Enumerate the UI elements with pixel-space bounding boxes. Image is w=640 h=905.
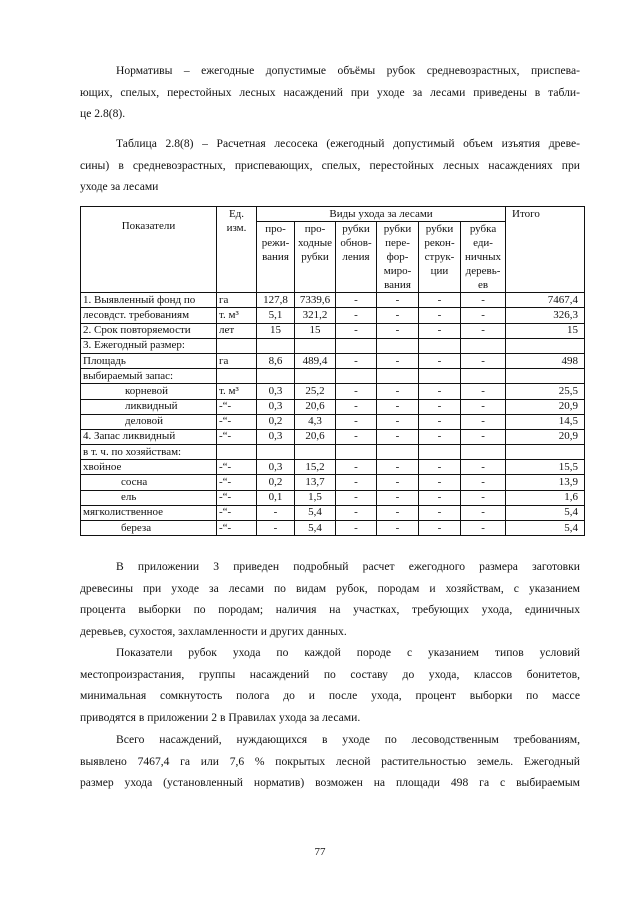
table-header-row	[81, 207, 585, 222]
row-value: 15	[295, 323, 336, 338]
row-label: лесовдст. требованиям	[81, 308, 217, 323]
row-total: 15,5	[506, 460, 585, 475]
row-total: 326,3	[506, 308, 585, 323]
row-value: 25,2	[295, 384, 336, 399]
row-value: -	[377, 475, 419, 490]
row-value: 0,3	[257, 384, 295, 399]
row-unit: га	[217, 353, 257, 368]
row-value: -	[377, 293, 419, 308]
row-value: 0,3	[257, 429, 295, 444]
row-value: -	[377, 521, 419, 536]
text-line: древесины при уходе за лесами по видам рубок, породам и хозяйствам, с указанием	[80, 581, 580, 595]
row-value: -	[461, 384, 506, 399]
table-row	[81, 308, 585, 323]
text-line: процента выборки по породам; наличия на участках, требующих ухода, единичных	[80, 603, 580, 616]
row-value: -	[419, 475, 461, 490]
row-total: 13,9	[506, 475, 585, 490]
row-value	[461, 445, 506, 460]
text-line: минимальная сомкнутость полога до и после ухода, процент выборки по массе	[80, 689, 580, 702]
header-care-types: Виды ухода за лесами	[257, 207, 506, 222]
row-total: 20,9	[506, 429, 585, 444]
text-line: це 2.8(8).	[80, 107, 126, 120]
row-value	[461, 369, 506, 384]
text-line: Нормативы – ежегодные допустимые объёмы рубок средневозрастных, приспева-	[116, 64, 580, 77]
table-row	[81, 369, 585, 384]
row-total	[506, 445, 585, 460]
row-value: -	[336, 460, 377, 475]
row-value: -	[336, 399, 377, 414]
row-value: -	[419, 505, 461, 520]
row-value: 13,7	[295, 475, 336, 490]
row-value: -	[419, 429, 461, 444]
row-value: -	[461, 429, 506, 444]
header-indicators: Показатели	[81, 207, 217, 293]
table-row	[81, 521, 585, 536]
page-number: 77	[314, 846, 326, 858]
table-row	[81, 293, 585, 308]
row-value: -	[336, 490, 377, 505]
row-value	[295, 369, 336, 384]
row-value	[257, 338, 295, 353]
row-unit	[217, 445, 257, 460]
row-value: 0,2	[257, 414, 295, 429]
row-value: 15	[257, 323, 295, 338]
row-value	[377, 445, 419, 460]
row-label: ликвидный	[81, 399, 217, 414]
row-label: Площадь	[81, 353, 217, 368]
row-value: -	[377, 308, 419, 323]
row-value: -	[419, 460, 461, 475]
row-unit: лет	[217, 323, 257, 338]
row-value: -	[461, 505, 506, 520]
row-value	[295, 338, 336, 353]
row-value: 0,3	[257, 399, 295, 414]
row-unit: га	[217, 293, 257, 308]
row-total: 7467,4	[506, 293, 585, 308]
allowable-cut-table	[80, 206, 585, 536]
text-line: размер ухода (установленный норматив) возможен на площади 498 га с выбираемым	[80, 776, 580, 789]
header-care-type-4: рубки рекон- струк- ции	[419, 222, 461, 293]
row-value: -	[461, 293, 506, 308]
header-care-type-1: про- ходные рубки	[295, 222, 336, 293]
row-value: -	[257, 505, 295, 520]
row-value: -	[419, 399, 461, 414]
row-unit: -“-	[217, 475, 257, 490]
table-row	[81, 505, 585, 520]
row-unit: -“-	[217, 399, 257, 414]
row-value: -	[419, 308, 461, 323]
indicators-paragraph	[80, 642, 580, 728]
row-value	[257, 445, 295, 460]
row-value: 127,8	[257, 293, 295, 308]
row-value: -	[336, 505, 377, 520]
row-value: -	[419, 353, 461, 368]
row-value: -	[377, 384, 419, 399]
row-value: 5,1	[257, 308, 295, 323]
row-unit: т. м³	[217, 384, 257, 399]
row-value: -	[377, 460, 419, 475]
row-value: 7339,6	[295, 293, 336, 308]
table-row	[81, 399, 585, 414]
row-label: 3. Ежегодный размер:	[81, 338, 217, 353]
row-label: корневой	[81, 384, 217, 399]
row-value: -	[419, 293, 461, 308]
row-value: -	[461, 475, 506, 490]
table-row	[81, 323, 585, 338]
header-total: Итого	[506, 207, 585, 293]
row-label: мягколиственное	[81, 505, 217, 520]
row-unit: -“-	[217, 521, 257, 536]
row-value: -	[461, 490, 506, 505]
text-line: местопроизрастания, группы насаждений по составу до ухода, классов бонитетов,	[80, 667, 580, 681]
table-row	[81, 490, 585, 505]
row-label: береза	[81, 521, 217, 536]
header-care-type-2: рубки обнов- ления	[336, 222, 377, 293]
text-line: В приложении 3 приведен подробный расчет ежегодного размера заготовки	[116, 560, 580, 573]
text-line: Таблица 2.8(8) – Расчетная лесосека (ежегодный допустимый объем изъятия древе-	[116, 137, 580, 150]
row-value: 0,2	[257, 475, 295, 490]
row-value: -	[461, 521, 506, 536]
table-row	[81, 414, 585, 429]
header-unit: Ед. изм.	[217, 207, 257, 293]
row-unit: -“-	[217, 460, 257, 475]
row-unit	[217, 338, 257, 353]
row-value	[419, 338, 461, 353]
row-value: -	[419, 323, 461, 338]
row-value: -	[336, 429, 377, 444]
row-value: -	[419, 521, 461, 536]
row-unit	[217, 369, 257, 384]
row-total: 5,4	[506, 505, 585, 520]
row-label: выбираемый запас:	[81, 369, 217, 384]
row-total: 20,9	[506, 399, 585, 414]
row-unit: -“-	[217, 414, 257, 429]
row-value: -	[461, 353, 506, 368]
row-value	[377, 338, 419, 353]
row-value: 15,2	[295, 460, 336, 475]
row-unit: -“-	[217, 429, 257, 444]
row-label: ель	[81, 490, 217, 505]
table-row	[81, 429, 585, 444]
row-label: 2. Срок повторяемости	[81, 323, 217, 338]
text-line: выявлено 7467,4 га или 7,6 % покрытых лесной растительностью земель. Ежегодный	[80, 754, 580, 768]
row-total	[506, 369, 585, 384]
table-row	[81, 353, 585, 368]
row-value: -	[336, 293, 377, 308]
row-value: 20,6	[295, 399, 336, 414]
row-value: -	[257, 521, 295, 536]
row-value: -	[336, 308, 377, 323]
table-row	[81, 445, 585, 460]
row-value: -	[419, 490, 461, 505]
row-value	[336, 445, 377, 460]
row-value: -	[419, 414, 461, 429]
table-row	[81, 475, 585, 490]
row-label: 1. Выявленный фонд по	[81, 293, 217, 308]
row-total	[506, 338, 585, 353]
row-unit: -“-	[217, 505, 257, 520]
row-value: -	[461, 308, 506, 323]
table-caption	[80, 133, 580, 198]
text-line: деревьев, сухостоя, захламленности и других данных.	[80, 624, 347, 638]
row-value	[257, 369, 295, 384]
appendix-paragraph	[80, 556, 580, 642]
row-total: 15	[506, 323, 585, 338]
row-value	[419, 369, 461, 384]
row-value: 1,5	[295, 490, 336, 505]
row-value	[336, 369, 377, 384]
summary-paragraph	[80, 729, 580, 794]
text-line: сины) в средневозрастных, приспевающих, спелых, перестойных лесных насаждениях при	[80, 158, 580, 172]
table-row	[81, 384, 585, 399]
row-value: 5,4	[295, 505, 336, 520]
header-care-type-3: рубки пере- фор- миро- вания	[377, 222, 419, 293]
row-value	[419, 445, 461, 460]
row-value: -	[461, 414, 506, 429]
text-line: Показатели рубок ухода по каждой породе с указанием типов условий	[116, 646, 580, 659]
row-value: -	[461, 460, 506, 475]
row-label: деловой	[81, 414, 217, 429]
row-value	[377, 369, 419, 384]
table-row	[81, 460, 585, 475]
row-value: -	[377, 323, 419, 338]
row-unit: т. м³	[217, 308, 257, 323]
row-value: 4,3	[295, 414, 336, 429]
row-value: 489,4	[295, 353, 336, 368]
row-total: 25,5	[506, 384, 585, 399]
row-value: -	[336, 323, 377, 338]
row-value: -	[336, 384, 377, 399]
header-care-type-5: рубка еди- ничных деревь- ев	[461, 222, 506, 293]
row-value: -	[419, 384, 461, 399]
row-value: -	[336, 353, 377, 368]
row-unit: -“-	[217, 490, 257, 505]
header-care-type-0: про- режи- вания	[257, 222, 295, 293]
text-line: ющих, спелых, перестойных лесных насаждений при уходе за лесами приведены в табли-	[80, 85, 580, 99]
row-value: -	[377, 414, 419, 429]
row-total: 5,4	[506, 521, 585, 536]
row-value: 20,6	[295, 429, 336, 444]
row-label: хвойное	[81, 460, 217, 475]
row-value: -	[377, 429, 419, 444]
text-line: уходе за лесами	[80, 180, 159, 193]
row-value: -	[377, 353, 419, 368]
row-value: -	[461, 323, 506, 338]
row-value: -	[461, 399, 506, 414]
row-value: 0,3	[257, 460, 295, 475]
intro-paragraph	[80, 60, 580, 125]
row-value	[461, 338, 506, 353]
row-total: 498	[506, 353, 585, 368]
row-total: 14,5	[506, 414, 585, 429]
row-value: 321,2	[295, 308, 336, 323]
row-label: в т. ч. по хозяйствам:	[81, 445, 217, 460]
row-value: -	[377, 490, 419, 505]
table-row	[81, 338, 585, 353]
row-value: -	[377, 505, 419, 520]
row-value: -	[336, 414, 377, 429]
row-value	[336, 338, 377, 353]
row-label: сосна	[81, 475, 217, 490]
row-value: 5,4	[295, 521, 336, 536]
row-value: 8,6	[257, 353, 295, 368]
row-value	[295, 445, 336, 460]
text-line: Всего насаждений, нуждающихся в уходе по лесоводственным требованиям,	[116, 733, 580, 746]
row-value: -	[336, 521, 377, 536]
row-value: 0,1	[257, 490, 295, 505]
row-label: 4. Запас ликвидный	[81, 429, 217, 444]
row-total: 1,6	[506, 490, 585, 505]
row-value: -	[377, 399, 419, 414]
row-value: -	[336, 475, 377, 490]
text-line: приводятся в приложении 2 в Правилах ухода за лесами.	[80, 710, 361, 724]
